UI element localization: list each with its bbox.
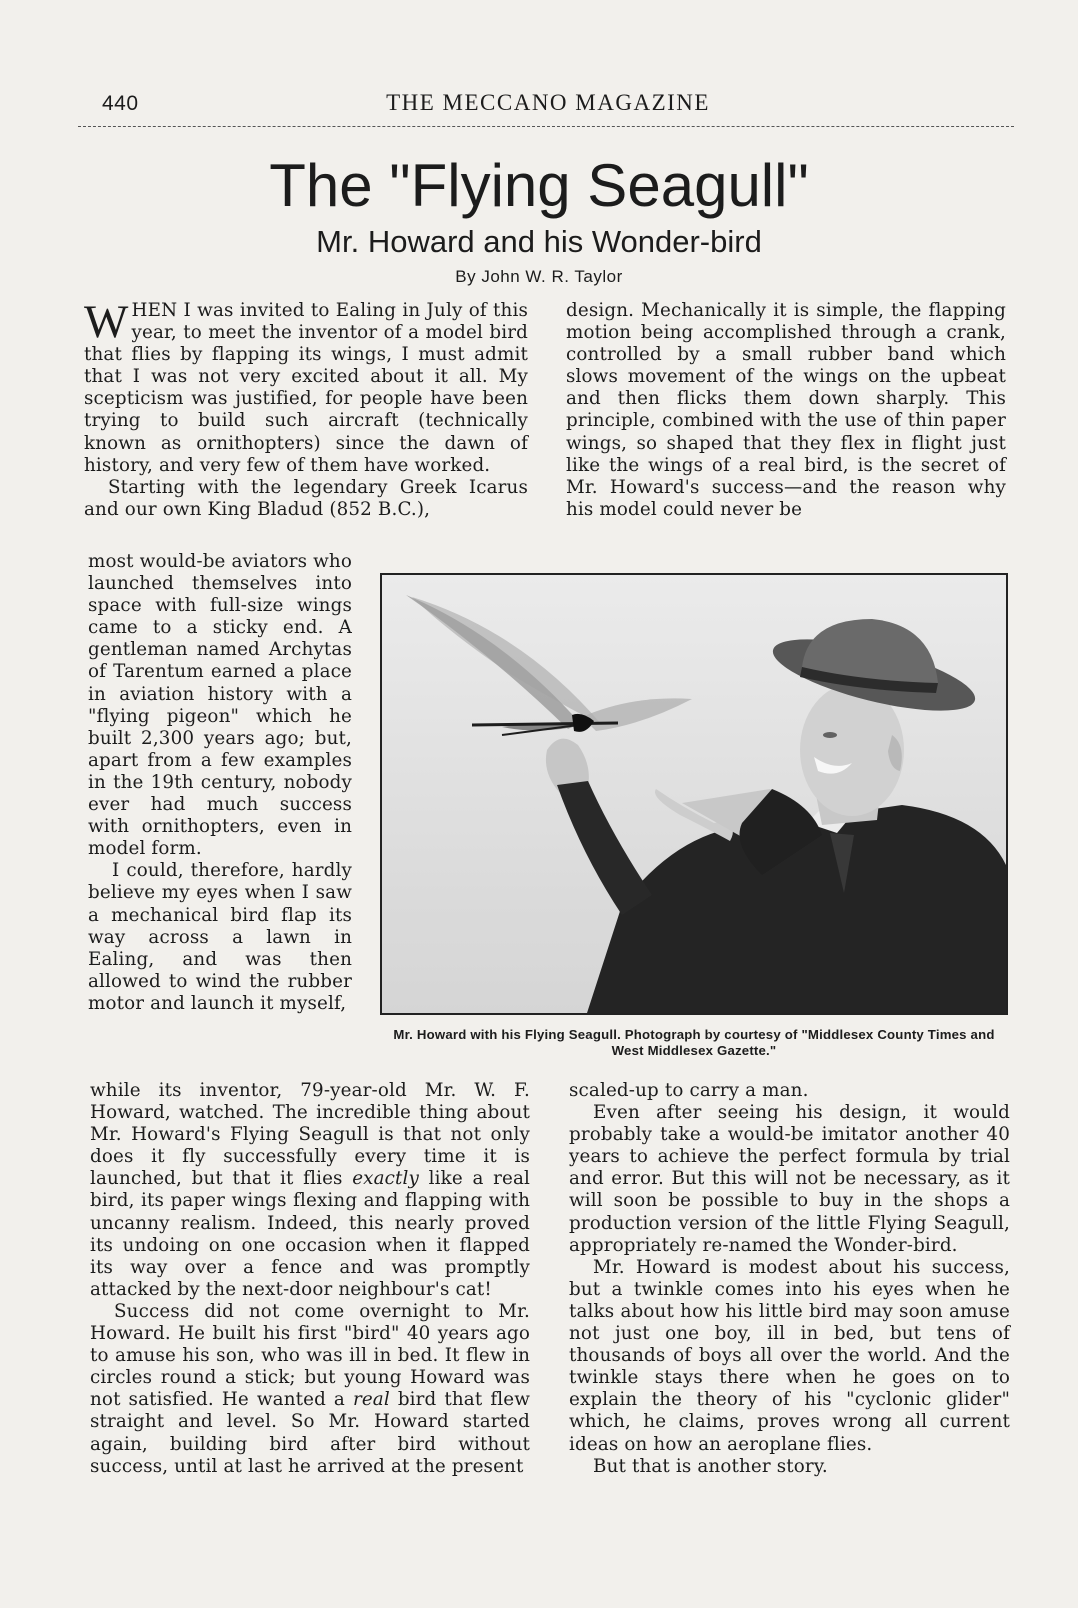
- paragraph-text-part: like a real bird, its paper wings flexing and flapping with uncanny realism. Indeed, this nearly proved its undoing on one occasion when it flapped its way over a fence and was promptly attacked by the next-door neighbour's cat!: [90, 1168, 531, 1300]
- drop-cap: W: [84, 296, 129, 348]
- page-number: 440: [102, 92, 139, 115]
- paragraph-text: [90, 1301, 530, 1478]
- paragraph-text: Mr. Howard is modest about his success, but a twinkle comes into his eyes when he talks about how his little bird may soon amuse not just one boy, ill in bed, but tens of thousands of boys all over the world. And the twinkle stays there when he goes on to explain the theory of his "cyclonic glider" which, he claims, proves wrong all current ideas on how an aeroplane flies.: [569, 1256, 1010, 1455]
- paragraph-opening: [84, 296, 528, 477]
- paragraph-text-part: while its inventor, 79-year-old Mr. W. F. Howard, watched. The incredible thing about Mr. Howard's Flying Seagull is that not only does it fly successfully every time it is launched, but that it flies: [90, 1080, 530, 1190]
- paragraph-text: But that is another story.: [593, 1455, 828, 1477]
- left-column-top: [84, 296, 528, 521]
- photo-illustration: [382, 575, 1006, 1013]
- photo-howard-with-seagull: [380, 573, 1008, 1015]
- paragraph-text: HEN I was invited to Ealing in July of this year, to meet the inventor of a model bird that flies by flapping its wings, I must admit that I was not very excited about it all. My scepticism was justified, for people have been trying to build such aircraft (technically known as ornithopters) since the dawn of history, and very few of them have worked.: [84, 300, 528, 476]
- magazine-title: THE MECCANO MAGAZINE: [386, 90, 710, 115]
- left-narrow-column: [88, 551, 352, 1015]
- left-column-bottom: [90, 1080, 530, 1478]
- photo-caption: Mr. Howard with his Flying Seagull. Photograph by courtesy of "Middlesex County Times and West Middlesex Gazette.": [393, 1027, 995, 1058]
- paragraph-text: Starting with the legendary Greek Icarus and our own King Bladud (852 B.C.),: [84, 476, 528, 520]
- paragraph-text: scaled-up to carry a man.: [569, 1080, 809, 1101]
- paragraph-text-part: Success did not come overnight to Mr. Howard. He built his first "bird" 40 years ago to amuse his son, who was ill in bed. It flew in circles round a stick; but young Howard was not satisfied. He wanted a: [90, 1300, 530, 1411]
- article-title: The "Flying Seagull": [269, 152, 809, 219]
- article-subtitle: Mr. Howard and his Wonder-bird: [316, 224, 762, 259]
- right-column-bottom: [569, 1080, 1010, 1478]
- paragraph-text: Even after seeing his design, it would probably take a would-be imitator another 40 years to achieve the perfect formula by trial and error. But this will not be necessary, as it will soon be possible to buy in the shops a production version of the little Flying Seagull, appropriately re-named the Wonder-bird.: [569, 1102, 1010, 1256]
- paragraph-text: most would-be aviators who launched themselves into space with full-size wings came to a sticky end. A gentleman named Archytas of Tarentum earned a place in aviation history with a "flying pigeon" which he built 2,300 years ago; but, apart from a few examples in the 19th century, nobody ever had much success with ornithopters, even in model form.: [88, 551, 352, 860]
- running-head: [84, 88, 1012, 124]
- right-column-top: [566, 300, 1006, 521]
- header-rule: [78, 126, 1014, 127]
- emphasis-text: real: [352, 1389, 390, 1411]
- paragraph-text: design. Mechanically it is simple, the flapping motion being accomplished through a crank, controlled by a small rubber band which slows movement of the wings on the upbeat and then flicks them down sharply. This principle, combined with the use of thin paper wings, so shaped that they flex in flight just like the wings of a real bird, is the secret of Mr. Howard's success—and the reason why his model could never be: [566, 300, 1006, 520]
- paragraph-text: I could, therefore, hardly believe my eyes when I saw a mechanical bird flap its way across a lawn in Ealing, and was then allowed to wind the rubber motor and launch it myself,: [88, 860, 352, 1014]
- article-byline: By John W. R. Taylor: [455, 267, 623, 286]
- emphasis-text: exactly: [352, 1168, 420, 1190]
- paragraph-text-part: bird that flew straight and level. So Mr. Howard started again, building bird after bird without success, until at last he arrived at the present: [90, 1389, 530, 1477]
- paragraph-text: [90, 1080, 530, 1301]
